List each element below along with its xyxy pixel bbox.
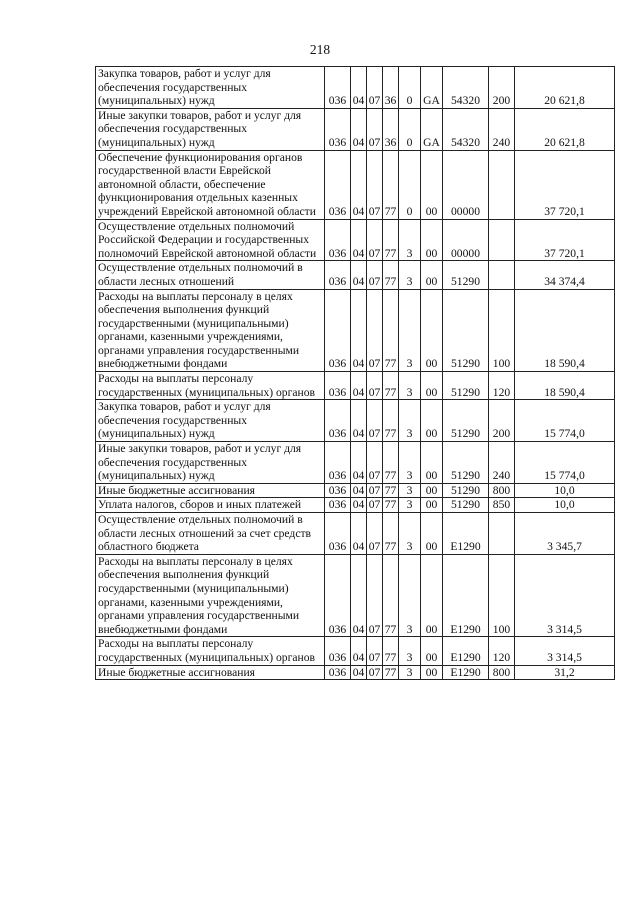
event-code-cell: GA [421,108,443,150]
direction-code-cell: 51290 [443,261,489,289]
amount-cell: 15 774,0 [515,442,615,484]
ministry-code-cell: 036 [325,665,351,680]
expense-name-cell: Расходы на выплаты персоналу государственных (муниципальных) органов [96,372,325,400]
subprogram-code-cell: 3 [399,400,421,442]
ministry-code-cell: 036 [325,67,351,109]
amount-cell: 31,2 [515,665,615,680]
expense-type-code-cell: 100 [489,554,515,637]
subprogram-code-cell: 0 [399,108,421,150]
amount-cell: 20 621,8 [515,108,615,150]
program-code-cell: 77 [383,513,399,555]
event-code-cell: GA [421,67,443,109]
ministry-code-cell: 036 [325,372,351,400]
section-code-cell: 04 [351,67,367,109]
table-row [96,637,615,665]
expense-name-cell: Закупка товаров, работ и услуг для обеспечения государственных (муниципальных) нужд [96,67,325,109]
amount-cell: 3 314,5 [515,637,615,665]
table-row [96,400,615,442]
amount-cell: 3 314,5 [515,554,615,637]
table-row [96,261,615,289]
subsection-code-cell: 07 [367,665,383,680]
direction-code-cell: 54320 [443,67,489,109]
event-code-cell: 00 [421,261,443,289]
expense-type-code-cell: 200 [489,400,515,442]
expense-name-cell: Иные закупки товаров, работ и услуг для обеспечения государственных (муниципальных) нужд [96,442,325,484]
section-code-cell: 04 [351,219,367,261]
amount-cell: 37 720,1 [515,150,615,219]
event-code-cell: 00 [421,637,443,665]
expense-name-cell: Закупка товаров, работ и услуг для обеспечения государственных (муниципальных) нужд [96,400,325,442]
program-code-cell: 77 [383,665,399,680]
program-code-cell: 77 [383,400,399,442]
section-code-cell: 04 [351,513,367,555]
expense-name-cell: Осуществление отдельных полномочий Российской Федерации и государственных полномочий Еврейской автономной области [96,219,325,261]
ministry-code-cell: 036 [325,554,351,637]
expense-type-code-cell: 200 [489,67,515,109]
table-row [96,513,615,555]
subprogram-code-cell: 3 [399,637,421,665]
program-code-cell: 77 [383,289,399,372]
ministry-code-cell: 036 [325,637,351,665]
section-code-cell: 04 [351,261,367,289]
direction-code-cell: 51290 [443,372,489,400]
direction-code-cell: E1290 [443,665,489,680]
direction-code-cell: 51290 [443,289,489,372]
subprogram-code-cell: 3 [399,442,421,484]
table-row [96,67,615,109]
subsection-code-cell: 07 [367,372,383,400]
direction-code-cell: 00000 [443,219,489,261]
ministry-code-cell: 036 [325,400,351,442]
ministry-code-cell: 036 [325,261,351,289]
subsection-code-cell: 07 [367,498,383,513]
section-code-cell: 04 [351,498,367,513]
amount-cell: 20 621,8 [515,67,615,109]
subsection-code-cell: 07 [367,400,383,442]
subsection-code-cell: 07 [367,261,383,289]
expense-type-code-cell: 800 [489,665,515,680]
section-code-cell: 04 [351,108,367,150]
expense-name-cell: Обеспечение функционирования органов государственной власти Еврейской автономной области, обеспечение функционирования отдельных казенных учреждений Еврейской автономной области [96,150,325,219]
subprogram-code-cell: 3 [399,665,421,680]
program-code-cell: 77 [383,372,399,400]
amount-cell: 3 345,7 [515,513,615,555]
event-code-cell: 00 [421,442,443,484]
subsection-code-cell: 07 [367,219,383,261]
subprogram-code-cell: 3 [399,554,421,637]
table-row [96,665,615,680]
expense-type-code-cell: 800 [489,483,515,498]
expense-type-code-cell [489,261,515,289]
amount-cell: 15 774,0 [515,400,615,442]
table-row [96,554,615,637]
table-row [96,108,615,150]
budget-table [95,66,615,680]
program-code-cell: 77 [383,442,399,484]
program-code-cell: 77 [383,261,399,289]
table-row [96,219,615,261]
expense-name-cell: Расходы на выплаты персоналу государственных (муниципальных) органов [96,637,325,665]
amount-cell: 37 720,1 [515,219,615,261]
subprogram-code-cell: 0 [399,67,421,109]
expense-type-code-cell: 850 [489,498,515,513]
subprogram-code-cell: 3 [399,289,421,372]
expense-name-cell: Осуществление отдельных полномочий в области лесных отношений [96,261,325,289]
direction-code-cell: 54320 [443,108,489,150]
section-code-cell: 04 [351,150,367,219]
program-code-cell: 77 [383,554,399,637]
event-code-cell: 00 [421,513,443,555]
direction-code-cell: 51290 [443,442,489,484]
ministry-code-cell: 036 [325,442,351,484]
event-code-cell: 00 [421,483,443,498]
subprogram-code-cell: 3 [399,483,421,498]
ministry-code-cell: 036 [325,483,351,498]
expense-name-cell: Уплата налогов, сборов и иных платежей [96,498,325,513]
table-row [96,289,615,372]
ministry-code-cell: 036 [325,513,351,555]
expense-type-code-cell: 120 [489,372,515,400]
section-code-cell: 04 [351,442,367,484]
event-code-cell: 00 [421,150,443,219]
event-code-cell: 00 [421,554,443,637]
table-row [96,498,615,513]
amount-cell: 10,0 [515,483,615,498]
subsection-code-cell: 07 [367,108,383,150]
subsection-code-cell: 07 [367,483,383,498]
section-code-cell: 04 [351,554,367,637]
expense-type-code-cell [489,219,515,261]
subsection-code-cell: 07 [367,150,383,219]
expense-type-code-cell: 240 [489,108,515,150]
subsection-code-cell: 07 [367,554,383,637]
direction-code-cell: 51290 [443,400,489,442]
ministry-code-cell: 036 [325,150,351,219]
ministry-code-cell: 036 [325,108,351,150]
section-code-cell: 04 [351,372,367,400]
subprogram-code-cell: 3 [399,513,421,555]
expense-type-code-cell: 240 [489,442,515,484]
expense-type-code-cell: 100 [489,289,515,372]
table-row [96,372,615,400]
expense-type-code-cell: 120 [489,637,515,665]
subsection-code-cell: 07 [367,442,383,484]
table-row [96,483,615,498]
event-code-cell: 00 [421,289,443,372]
table-row [96,150,615,219]
direction-code-cell: E1290 [443,513,489,555]
page-number: 218 [309,42,331,57]
program-code-cell: 77 [383,219,399,261]
event-code-cell: 00 [421,498,443,513]
subprogram-code-cell: 3 [399,372,421,400]
table-row [96,442,615,484]
section-code-cell: 04 [351,637,367,665]
program-code-cell: 36 [383,67,399,109]
subprogram-code-cell: 0 [399,150,421,219]
expense-name-cell: Иные бюджетные ассигнования [96,483,325,498]
expense-name-cell: Иные бюджетные ассигнования [96,665,325,680]
subprogram-code-cell: 3 [399,261,421,289]
amount-cell: 34 374,4 [515,261,615,289]
event-code-cell: 00 [421,665,443,680]
ministry-code-cell: 036 [325,219,351,261]
amount-cell: 18 590,4 [515,289,615,372]
direction-code-cell: E1290 [443,637,489,665]
event-code-cell: 00 [421,219,443,261]
section-code-cell: 04 [351,289,367,372]
subprogram-code-cell: 3 [399,219,421,261]
subprogram-code-cell: 3 [399,498,421,513]
ministry-code-cell: 036 [325,498,351,513]
expense-name-cell: Иные закупки товаров, работ и услуг для обеспечения государственных (муниципальных) нужд [96,108,325,150]
direction-code-cell: 00000 [443,150,489,219]
section-code-cell: 04 [351,665,367,680]
direction-code-cell: 51290 [443,498,489,513]
subsection-code-cell: 07 [367,513,383,555]
expense-name-cell: Осуществление отдельных полномочий в области лесных отношений за счет средств областного бюджета [96,513,325,555]
program-code-cell: 77 [383,498,399,513]
section-code-cell: 04 [351,483,367,498]
subsection-code-cell: 07 [367,637,383,665]
event-code-cell: 00 [421,400,443,442]
expense-type-code-cell [489,513,515,555]
expense-name-cell: Расходы на выплаты персоналу в целях обеспечения выполнения функций государственными (муниципальными) органами, казенными учреждениями, органами управления государственными внебюджетными фондами [96,289,325,372]
subsection-code-cell: 07 [367,289,383,372]
section-code-cell: 04 [351,400,367,442]
ministry-code-cell: 036 [325,289,351,372]
expense-type-code-cell [489,150,515,219]
expense-name-cell: Расходы на выплаты персоналу в целях обеспечения выполнения функций государственными (муниципальными) органами, казенными учреждениями, органами управления государственными внебюджетными фондами [96,554,325,637]
amount-cell: 10,0 [515,498,615,513]
subsection-code-cell: 07 [367,67,383,109]
program-code-cell: 77 [383,483,399,498]
direction-code-cell: E1290 [443,554,489,637]
direction-code-cell: 51290 [443,483,489,498]
program-code-cell: 36 [383,108,399,150]
amount-cell: 18 590,4 [515,372,615,400]
event-code-cell: 00 [421,372,443,400]
program-code-cell: 77 [383,150,399,219]
program-code-cell: 77 [383,637,399,665]
